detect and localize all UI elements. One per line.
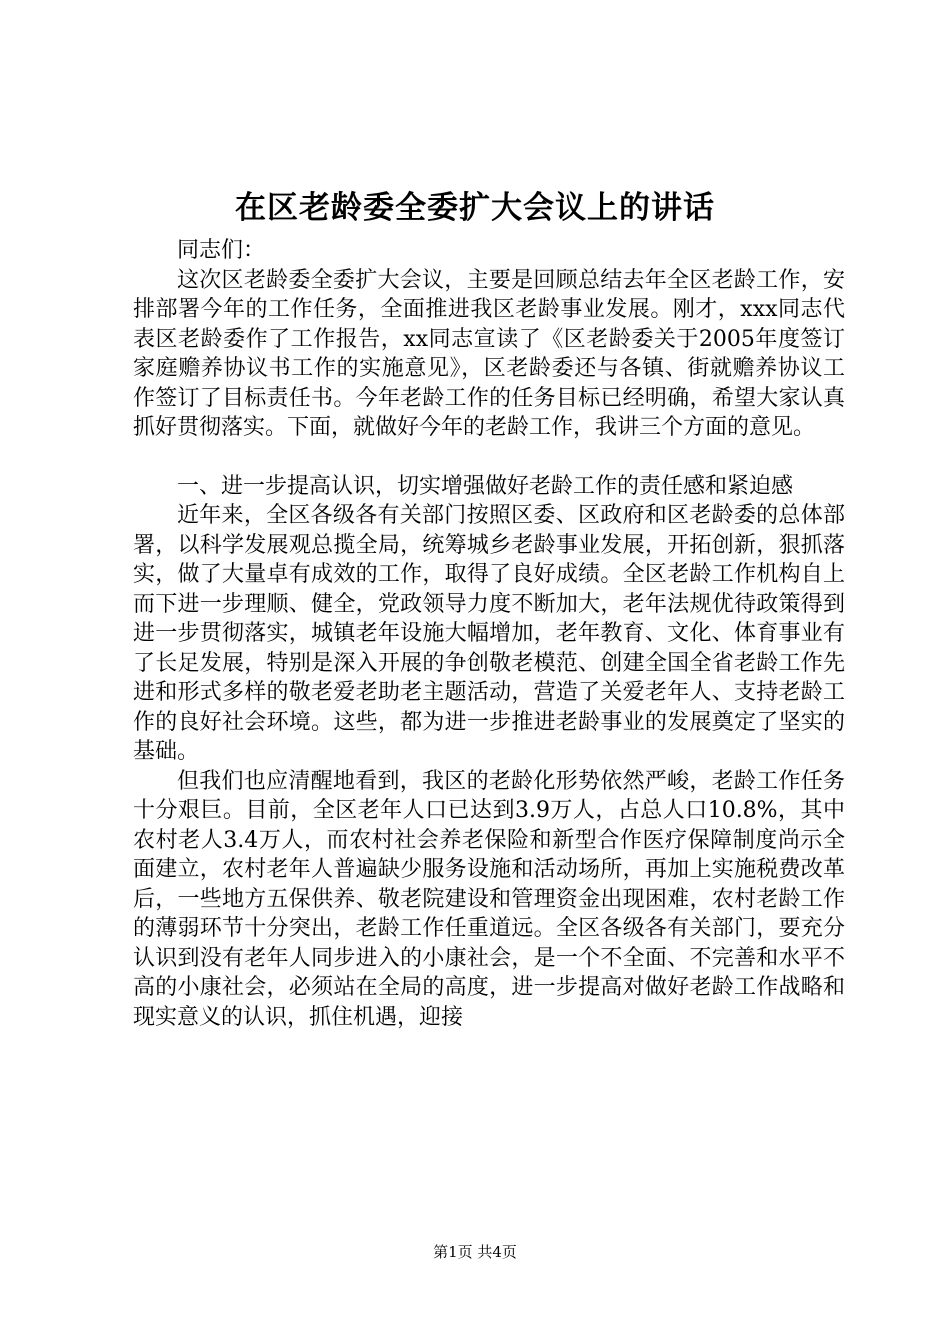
document-body: [133, 236, 845, 1032]
document-title: 在区老龄委全委扩大会议上的讲话: [235, 190, 715, 226]
paragraph-intro: 这次区老龄委全委扩大会议，主要是回顾总结去年全区老龄工作，安排部署今年的工作任务，全面推进我区老龄事业发展。刚才，xxx同志代表区老龄委作了工作报告，xx同志宣读了《区老龄委关于2005年度签订家庭赡养协议书工作的实施意见》，区老龄委还与各镇、街就赡养协议工作签订了目标责任书。今年老龄工作的任务目标已经明确，希望大家认真抓好贯彻落实。下面，就做好今年的老龄工作，我讲三个方面的意见。: [133, 267, 845, 440]
salutation: 同志们：: [177, 238, 266, 263]
page-number-footer: 第1页 共4页: [433, 1243, 517, 1261]
paragraph-achievements: 近年来，全区各级各有关部门按照区委、区政府和区老龄委的总体部署，以科学发展观总揽全局，统筹城乡老龄事业发展，开拓创新，狠抓落实，做了大量卓有成效的工作，取得了良好成绩。全区老龄工作机构自上而下进一步理顺、健全，党政领导力度不断加大，老年法规优待政策得到进一步贯彻落实，城镇老年设施大幅增加，老年教育、文化、体育事业有了长足发展，特别是深入开展的争创敬老模范、创建全国全省老龄工作先进和形式多样的敬老爱老助老主题活动，营造了关爱老年人、支持老龄工作的良好社会环境。这些，都为进一步推进老龄事业的发展奠定了坚实的基础。: [133, 503, 845, 764]
paragraph-challenges: 但我们也应清醒地看到，我区的老龄化形势依然严峻，老龄工作任务十分艰巨。目前，全区老年人口已达到3.9万人，占总人口10.8%，其中农村老人3.4万人，而农村社会养老保险和新型合作医疗保障制度尚示全面建立，农村老年人普遍缺少服务设施和活动场所，再加上实施税费改革后，一些地方五保供养、敬老院建设和管理资金出现困难，农村老龄工作的薄弱环节十分突出，老龄工作任重道远。全区各级各有关部门，要充分认识到没有老年人同步进入的小康社会，是一个不全面、不完善和水平不高的小康社会，必须站在全局的高度，进一步提高对做好老龄工作战略和现实意义的认识，抓住机遇，迎接: [133, 768, 845, 1030]
section-heading-1: 一、进一步提高认识，切实增强做好老龄工作的责任感和紧迫感: [177, 473, 794, 499]
